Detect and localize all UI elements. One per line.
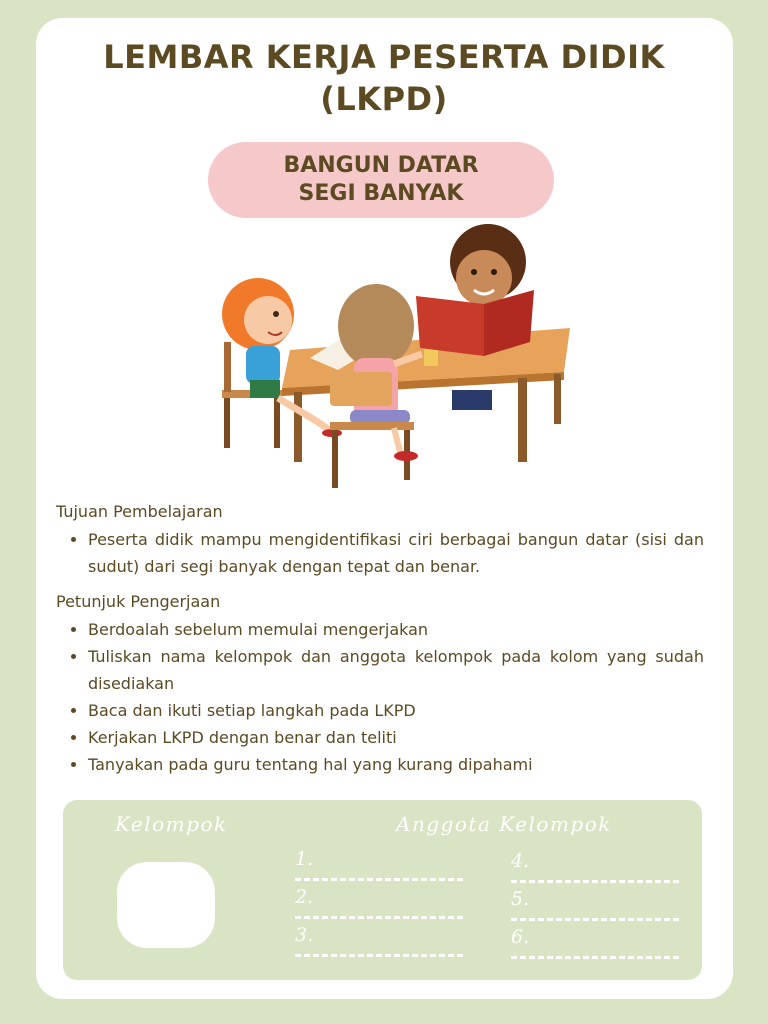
instructions-section — [56, 588, 704, 778]
topic-line-1: BANGUN DATAR — [283, 153, 479, 178]
objective-item: • Peserta didik mampu mengidentifikasi ciri berbagai bangun datar (sisi dan sudut) dari segi banyak dengan tepat dan benar. — [88, 526, 704, 580]
group-name-field[interactable] — [117, 862, 215, 948]
title-line-2: (LKPD) — [320, 80, 448, 118]
title-line-1: LEMBAR KERJA PESERTA DIDIK — [103, 38, 665, 76]
instruction-item: • Kerjakan LKPD dengan benar dan teliti — [88, 724, 704, 751]
member-field-1[interactable]: 1. — [295, 848, 463, 881]
children-reading-illustration — [198, 222, 576, 492]
member-field-5[interactable]: 5. — [511, 888, 679, 921]
instruction-item: • Baca dan ikuti setiap langkah pada LKPD — [88, 697, 704, 724]
instruction-item: • Berdoalah sebelum memulai mengerjakan — [88, 616, 704, 643]
learning-objective-section — [56, 498, 704, 580]
group-label: Kelompok — [115, 812, 228, 836]
learning-objective-heading: Tujuan Pembelajaran — [56, 502, 223, 521]
members-label: Anggota Kelompok — [396, 812, 612, 836]
page-title — [0, 36, 768, 120]
instruction-item: • Tanyakan pada guru tentang hal yang kurang dipahami — [88, 751, 704, 778]
member-field-4[interactable]: 4. — [511, 850, 679, 883]
instruction-item: • Tuliskan nama kelompok dan anggota kelompok pada kolom yang sudah disediakan — [88, 643, 704, 697]
group-form — [63, 800, 702, 980]
member-field-6[interactable]: 6. — [511, 926, 679, 959]
topic-badge — [208, 142, 554, 218]
member-field-3[interactable]: 3. — [295, 924, 463, 957]
topic-line-2: SEGI BANYAK — [298, 181, 464, 206]
instructions-heading: Petunjuk Pengerjaan — [56, 592, 221, 611]
member-field-2[interactable]: 2. — [295, 886, 463, 919]
